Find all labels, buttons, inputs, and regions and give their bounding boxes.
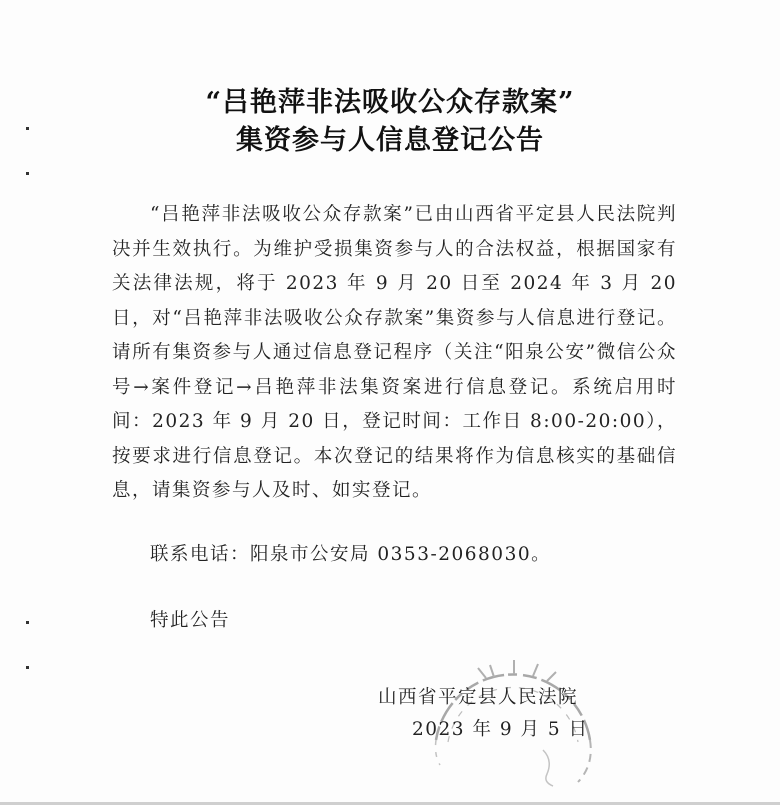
notice-title-line1: “吕艳萍非法吸收公众存款案” — [205, 87, 575, 118]
issuer-name: 山西省平定县人民法院 — [378, 687, 579, 708]
binding-mark — [26, 172, 29, 175]
notice-body — [112, 198, 677, 509]
binding-mark — [26, 666, 29, 669]
binding-mark — [26, 621, 29, 624]
court-seal-icon — [418, 630, 608, 790]
notice-title-line2: 集资参与人信息登记公告 — [236, 125, 544, 156]
notice-paragraph: “吕艳萍非法吸收公众存款案”已由山西省平定县人民法院判决并生效执行。为维护受损集资参与人的合法权益，根据国家有关法律法规，将于 2023 年 9 月 20 日至 2024 年 3 月 20 日，对“吕艳萍非法吸收公众存款案”集资参与人信息进行登记。请所有集资参与人通过信息登记程序（关注“阳泉公安”微信公众号→案件登记→吕艳萍非法集资案进行信息登记。系统启用时间：2023 年 9 月 20 日，登记时间：工作日 8:00-20:00），按要求进行信息登记。本次登记的结果将作为信息核实的基础信息，请集资参与人及时、如实登记。 — [112, 204, 677, 501]
issue-date: 2023 年 9 月 5 日 — [412, 719, 589, 740]
contact-line: 联系电话：阳泉市公安局 0353-2068030。 — [150, 544, 552, 565]
special-notice: 特此公告 — [150, 610, 231, 631]
